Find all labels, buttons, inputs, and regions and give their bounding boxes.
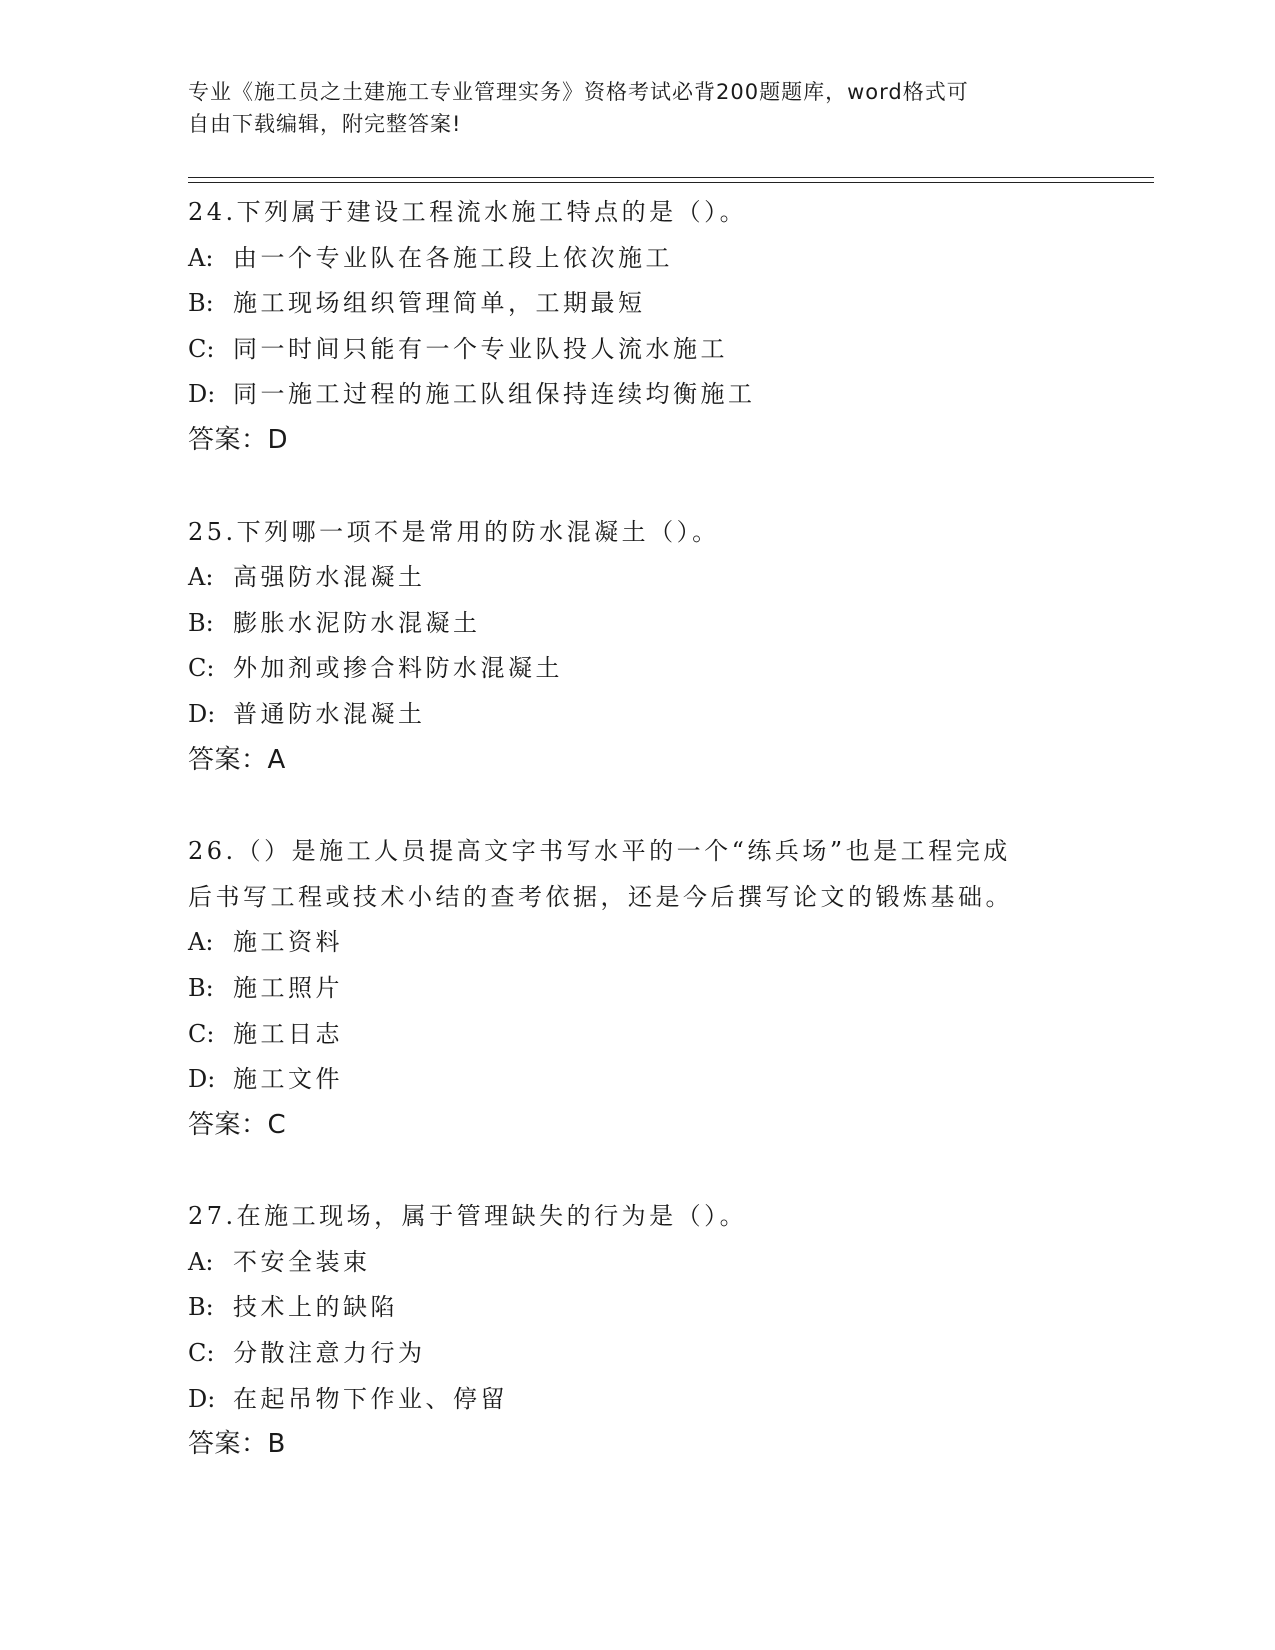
option-text: 在起吊物下作业、停留 (233, 1384, 508, 1413)
question-24 (188, 190, 1088, 464)
option-c (188, 646, 1088, 692)
option-letter: B: (188, 1293, 214, 1322)
option-d (188, 692, 1088, 738)
option-letter: B: (188, 289, 214, 318)
question-stem: 24.下列属于建设工程流水施工特点的是（）。 (188, 198, 748, 226)
option-text: 分散注意力行为 (233, 1339, 426, 1368)
option-b (188, 1285, 1088, 1331)
option-text: 施工日志 (233, 1019, 343, 1048)
option-text: 同一施工过程的施工队组保持连续均衡施工 (233, 380, 756, 409)
answer-line: 答案：B (188, 1429, 286, 1460)
option-letter: A: (188, 1247, 214, 1276)
document-header (188, 76, 1088, 140)
header-line-2: 自由下载编辑，附完整答案! (188, 112, 462, 136)
option-text: 施工照片 (233, 973, 343, 1002)
option-d (188, 1057, 1088, 1103)
option-a (188, 555, 1088, 601)
answer-line: 答案：D (188, 424, 289, 455)
option-letter: C: (188, 1019, 215, 1048)
option-letter: A: (188, 243, 214, 272)
option-letter: C: (188, 334, 215, 363)
option-letter: C: (188, 654, 215, 683)
option-text: 高强防水混凝土 (233, 563, 426, 592)
question-list (188, 190, 1088, 1514)
question-25 (188, 510, 1088, 784)
option-b (188, 601, 1088, 647)
option-d (188, 372, 1088, 418)
question-stem-line-1: 26.（）是施工人员提高文字书写水平的一个“练兵场”也是工程完成 (188, 837, 1011, 866)
option-letter: C: (188, 1339, 215, 1368)
header-divider-top (188, 177, 1154, 178)
option-text: 普通防水混凝土 (233, 699, 426, 728)
option-b (188, 281, 1088, 327)
option-text: 同一时间只能有一个专业队投人流水施工 (233, 334, 728, 363)
option-text: 外加剂或掺合料防水混凝土 (233, 654, 563, 683)
option-letter: A: (188, 928, 214, 957)
option-b (188, 966, 1088, 1012)
option-d (188, 1377, 1088, 1423)
option-letter: A: (188, 563, 214, 592)
option-text: 技术上的缺陷 (233, 1293, 398, 1322)
question-26 (188, 829, 1088, 1148)
option-text: 施工文件 (233, 1065, 343, 1094)
header-divider-bottom (188, 182, 1154, 183)
option-letter: B: (188, 608, 214, 637)
answer-line: 答案：A (188, 744, 286, 775)
question-stem: 27.在施工现场，属于管理缺失的行为是（）。 (188, 1202, 748, 1231)
question-stem: 25.下列哪一项不是常用的防水混凝土（）。 (188, 517, 720, 546)
option-a (188, 920, 1088, 966)
option-letter: B: (188, 973, 214, 1002)
option-text: 不安全装束 (233, 1247, 371, 1276)
option-c (188, 1331, 1088, 1377)
option-c (188, 327, 1088, 373)
option-text: 膨胀水泥防水混凝土 (233, 608, 481, 637)
option-letter: D: (188, 380, 216, 409)
option-letter: D: (188, 1065, 216, 1094)
option-text: 施工现场组织管理简单，工期最短 (233, 289, 646, 318)
option-text: 由一个专业队在各施工段上依次施工 (233, 243, 673, 272)
option-text: 施工资料 (233, 928, 343, 957)
option-letter: D: (188, 1384, 216, 1413)
option-letter: D: (188, 699, 216, 728)
option-c (188, 1012, 1088, 1058)
answer-line: 答案：C (188, 1109, 287, 1140)
question-stem-line-2: 后书写工程或技术小结的查考依据，还是今后撰写论文的锻炼基础。 (188, 882, 1013, 911)
option-a (188, 236, 1088, 282)
question-27 (188, 1194, 1088, 1468)
option-a (188, 1240, 1088, 1286)
header-line-1: 专业《施工员之土建施工专业管理实务》资格考试必背200题题库，word格式可 (188, 80, 969, 104)
